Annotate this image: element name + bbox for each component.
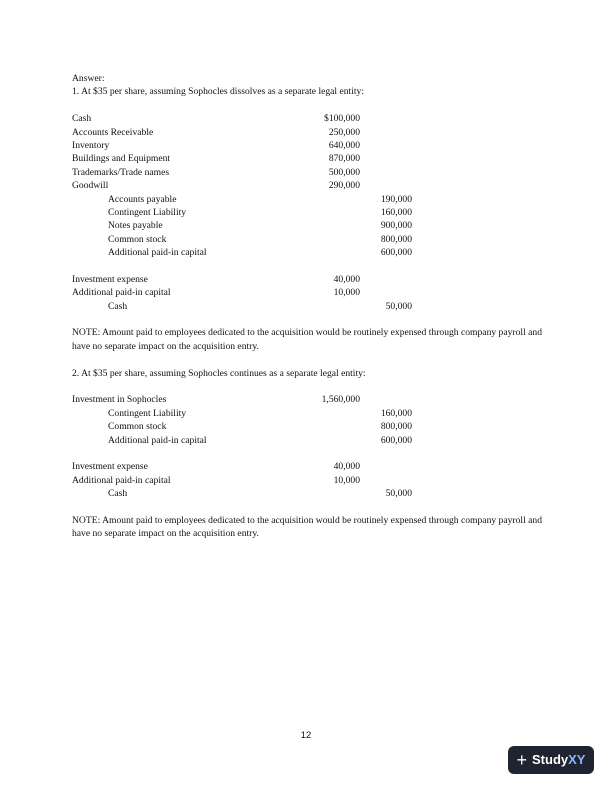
debit-amount: 290,000	[328, 180, 360, 192]
account-name: Accounts payable	[108, 193, 177, 205]
debit-amount: $100,000	[324, 113, 360, 125]
account-name: Investment expense	[72, 273, 148, 285]
journal-row	[72, 420, 542, 433]
journal-row	[72, 126, 542, 139]
credit-amount: 600,000	[380, 434, 412, 446]
journal-row	[72, 460, 542, 473]
credit-amount: 600,000	[380, 247, 412, 259]
document-body	[72, 72, 542, 541]
credit-amount: 50,000	[385, 488, 412, 500]
debit-amount: 500,000	[328, 166, 360, 178]
journal-row	[72, 407, 542, 420]
account-name: Additional paid-in capital	[108, 434, 207, 446]
account-name: Investment expense	[72, 461, 148, 473]
brand-name: StudyXY	[532, 752, 586, 768]
debit-amount: 40,000	[333, 461, 360, 473]
journal-row	[72, 179, 542, 192]
credit-amount: 190,000	[380, 193, 412, 205]
part2-note: NOTE: Amount paid to employees dedicated to the acquisition would be routinely expensed through company payroll and have no separate impact on the acquisition entry.	[72, 514, 542, 540]
studyxy-logo[interactable]	[508, 746, 594, 774]
account-name: Investment in Sophocles	[72, 394, 167, 406]
debit-amount: 250,000	[328, 126, 360, 138]
plus-icon: +	[516, 750, 528, 770]
part2-heading: 2. At $35 per share, assuming Sophocles continues as a separate legal entity:	[72, 367, 366, 379]
journal-row	[72, 193, 542, 206]
account-name: Contingent Liability	[108, 407, 187, 419]
journal-row	[72, 112, 542, 125]
account-name: Common stock	[108, 233, 167, 245]
debit-amount: 10,000	[333, 474, 360, 486]
debit-amount: 40,000	[333, 273, 360, 285]
account-name: Cash	[108, 300, 128, 312]
answer-label: Answer:	[72, 73, 105, 84]
credit-amount: 900,000	[380, 220, 412, 232]
journal-row	[72, 300, 542, 313]
credit-amount: 160,000	[380, 206, 412, 218]
account-name: Additional paid-in capital	[72, 474, 171, 486]
part2-entry1	[72, 393, 542, 447]
account-name: Contingent Liability	[108, 206, 187, 218]
debit-amount: 870,000	[328, 153, 360, 165]
account-name: Cash	[72, 113, 92, 125]
journal-row	[72, 206, 542, 219]
journal-row	[72, 393, 542, 406]
page-number: 12	[300, 730, 312, 741]
account-name: Inventory	[72, 139, 110, 151]
journal-row	[72, 139, 542, 152]
account-name: Buildings and Equipment	[72, 153, 171, 165]
credit-amount: 50,000	[385, 300, 412, 312]
account-name: Goodwill	[72, 180, 109, 192]
journal-row	[72, 166, 542, 179]
journal-row	[72, 219, 542, 232]
journal-row	[72, 487, 542, 500]
account-name: Accounts Receivable	[72, 126, 154, 138]
journal-row	[72, 474, 542, 487]
account-name: Trademarks/Trade names	[72, 166, 170, 178]
account-name: Notes payable	[108, 220, 163, 232]
account-name: Cash	[108, 488, 128, 500]
journal-row	[72, 286, 542, 299]
account-name: Additional paid-in capital	[108, 247, 207, 259]
part2-entry2	[72, 460, 542, 500]
credit-amount: 800,000	[380, 233, 412, 245]
debit-amount: 1,560,000	[321, 394, 360, 406]
journal-row	[72, 152, 542, 165]
journal-row	[72, 246, 542, 259]
account-name: Common stock	[108, 421, 167, 433]
credit-amount: 800,000	[380, 421, 412, 433]
debit-amount: 10,000	[333, 287, 360, 299]
part1-entry2	[72, 273, 542, 313]
part1-note: NOTE: Amount paid to employees dedicated to the acquisition would be routinely expensed through company payroll and have no separate impact on the acquisition entry.	[72, 327, 542, 352]
journal-row	[72, 434, 542, 447]
part1-heading: 1. At $35 per share, assuming Sophocles dissolves as a separate legal entity:	[72, 86, 365, 98]
debit-amount: 640,000	[328, 139, 360, 151]
journal-row	[72, 273, 542, 286]
credit-amount: 160,000	[380, 407, 412, 419]
account-name: Additional paid-in capital	[72, 287, 171, 299]
part1-entry1	[72, 112, 542, 259]
journal-row	[72, 233, 542, 246]
